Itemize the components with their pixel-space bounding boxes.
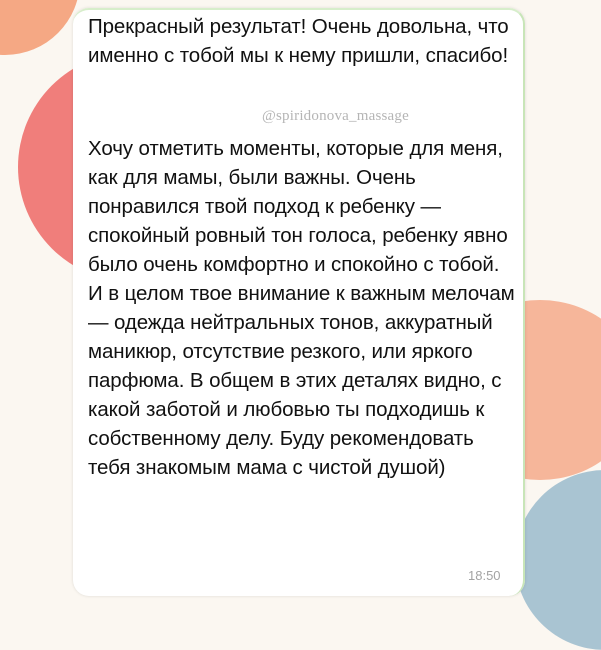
message-paragraph-1: Прекрасный результат! Очень довольна, что именно с тобой мы к нему пришли, спасибо!: [88, 15, 509, 67]
message-timestamp: 18:50: [468, 568, 501, 583]
watermark: @spiridonova_massage: [262, 108, 409, 124]
decor-circle-peach: [0, 0, 80, 55]
message-paragraph-2: Хочу отметить моменты, которые для меня, как для мамы, были важны. Очень понравился твой подход к ребенку — спокойный ровный тон голоса, ребенку явно было очень комфортно и спокойно с тобой. И в целом твое внимание к важным мелочам — одежда нейтральных тонов, аккуратный маникюр, отсутствие резкого, или яркого парфюма. В общем в этих деталях видно, с какой заботой и любовью ты подходишь к собственному делу. Буду рекомендовать тебя знакомым мама с чистой душой): [88, 137, 515, 479]
decor-circle-blue: [515, 470, 601, 650]
